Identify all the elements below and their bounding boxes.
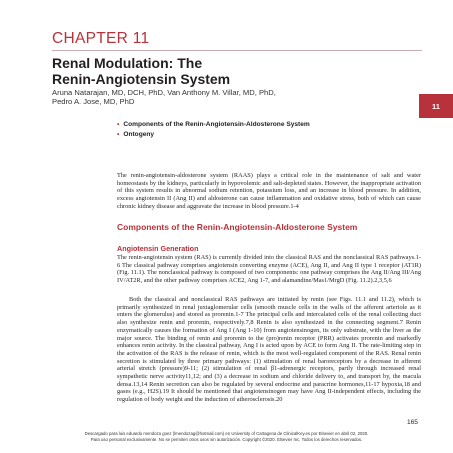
download-footer bbox=[0, 431, 453, 442]
chapter-tab: 11 bbox=[419, 94, 453, 118]
subsection-heading: Angiotensin Generation bbox=[117, 244, 199, 253]
authors-line-1: Aruna Natarajan, MD, DCH, PhD, Van Anthony M. Villar, MD, PhD, bbox=[52, 88, 276, 97]
footer-line-1: Descargado para luis eduardo mendoza goez (lmendozag@hotmail.com) en University of Cartagena de ClinicalKey.es por Elsevier en abril 02, 2020. bbox=[84, 431, 369, 436]
page-number: 165 bbox=[407, 419, 418, 426]
footer-line-2: Para uso personal exclusivamente. No se permiten otros usos sin autorización. Copyright ©2020. Elsevier Inc. Todos los derechos reservados. bbox=[90, 436, 363, 442]
chapter-outline bbox=[117, 120, 310, 140]
authors-line-2: Pedro A. Jose, MD, PhD bbox=[52, 97, 135, 107]
chapter-rule bbox=[52, 50, 422, 51]
intro-paragraph: The renin-angiotensin-aldosterone system (RAAS) plays a critical role in the maintenance of salt and water homeostasis by the kidneys, particularly in hypovolemic and salt-depleted states. However, the inappropriate activation of this system results in abnormal sodium retention, potassium loss, and an increase in blood pressure. In addition, excess angiotensin II (Ang II) and aldosterone can cause inflammation and oxidative stress, both of which can cause chronic kidney disease and aggravate the increase in blood pressure.1-4 bbox=[117, 172, 421, 210]
outline-item: • Components of the Renin-Angiotensin-Aldosterone System bbox=[117, 120, 310, 130]
authors bbox=[52, 88, 276, 106]
page-title bbox=[52, 55, 230, 87]
section-heading: Components of the Renin-Angiotensin-Aldosterone System bbox=[117, 222, 358, 232]
outline-item: • Ontogeny bbox=[117, 130, 310, 140]
title-line-1: Renal Modulation: The bbox=[52, 55, 203, 71]
chapter-label: CHAPTER 11 bbox=[52, 30, 150, 47]
body-paragraph-2: Both the classical and nonclassical RAS pathways are initiated by renin (see Figs. 11.1 and 11.2), which is primarily synthesized in renal juxtaglomerular cells (smooth muscle cells in the walls of the afferent arteriole as it enters the glomerulus) and stored as prorenin.1-7 The principal cells and intercalated cells of the renal collecting duct also synthesize renin and prorenin, respectively.7,8 Renin is also synthesized in the connecting segment.7 Renin enzymatically causes the formation of Ang I (Ang 1-10) from angiotensinogen, its only substrate, with the liver as the major source. The binding of renin and prorenin to the (pro)renin receptor (PRR) activates prorenin and markedly enhances renin activity. In the classical pathway, Ang I is acted upon by ACE to form Ang II. The rate-limiting step in the activation of the RAS is the release of renin, which is the most well-regulated component of the RAS. Renal renin secretion is stimulated by three primary pathways: (1) stimulation of renal baroreceptors by a decrease in afferent arterial stretch (pressure)9-11; (2) stimulation of renal β1-adrenergic receptors, partly through increased renal sympathetic nerve activity11,12; and (3) a decrease in sodium and chloride delivery to, and transport by, the macula densa.13,14 Renin secretion can also be regulated by several endocrine and paracrine hormones,11-17 hypoxia,18 and gases (e.g., H2S).19 It should be mentioned that angiotensinogen may have Ang II-independent effects, including the regulation of body weight and the induction of atherosclerosis.20 bbox=[117, 296, 421, 404]
body-paragraph-1: The renin-angiotensin system (RAS) is currently divided into the classical RAS and the nonclassical RAS pathways.1-6 The classical pathway comprises angiotensin converting enzyme (ACE), Ang II, and Ang II type 1 receptor (AT1R) (Fig. 11.1). The nonclassical pathway is composed of two components: one pathway comprises the Ang II/Ang III/Ang IV/AT2R, and the other pathway comprises ACE2, Ang 1-7, and alamandine/Mas1/MrgD (Fig. 11.2).2,3,5,6 bbox=[117, 254, 421, 285]
title-line-2: Renin-Angiotensin System bbox=[52, 71, 231, 87]
